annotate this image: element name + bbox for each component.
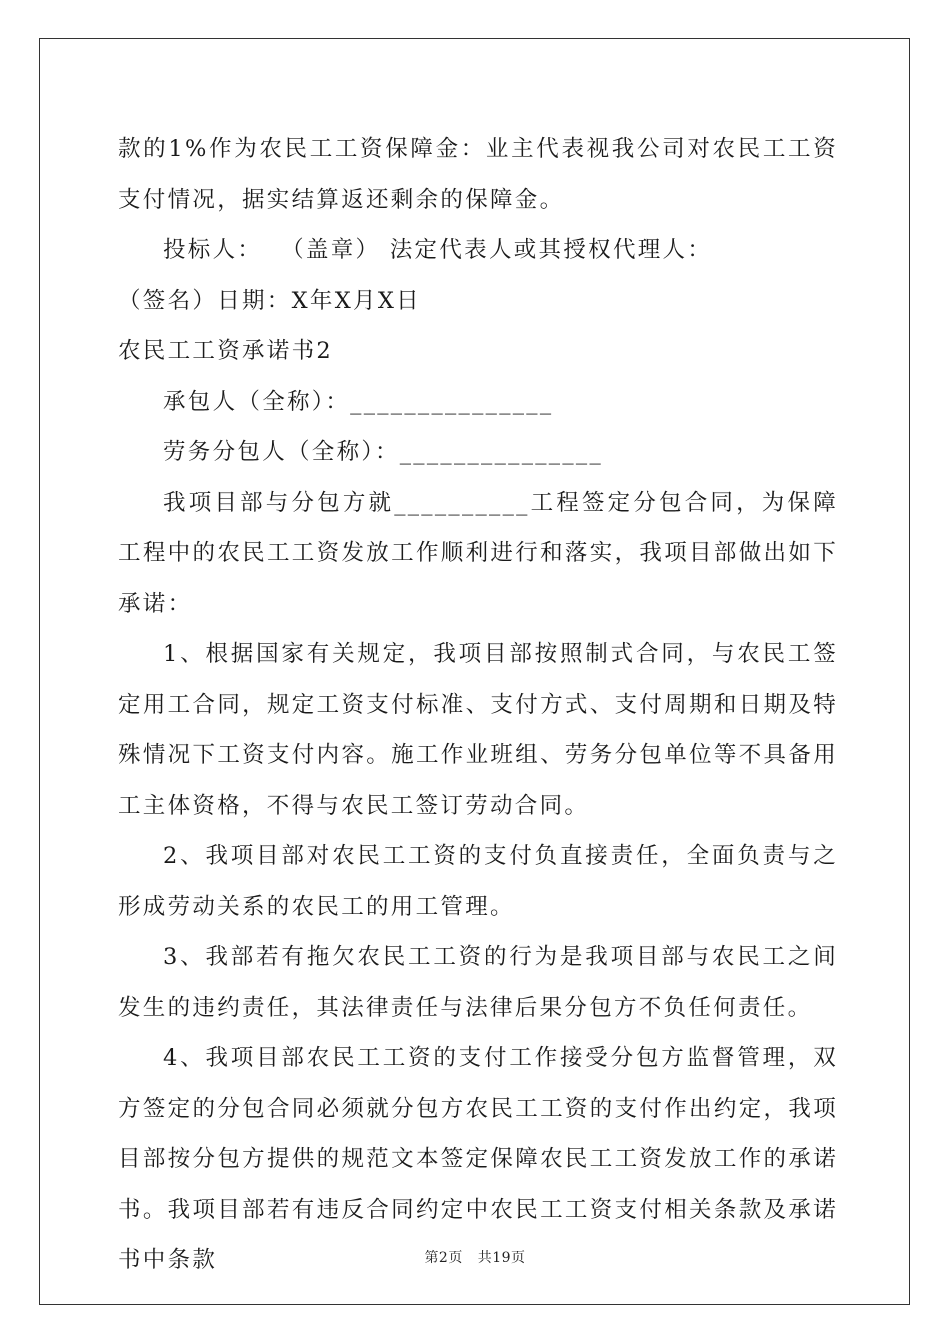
paragraph-item-3: 3、我部若有拖欠农民工工资的行为是我项目部与农民工之间发生的违约责任，其法律责任与法律后果分包方不负任何责任。: [118, 944, 838, 1021]
page-number: 第2页: [424, 1250, 463, 1266]
paragraph-labor-subcontractor: 劳务分包人（全称）：_______________: [163, 439, 604, 465]
paragraph-contractor: 承包人（全称）：_______________: [163, 388, 554, 415]
paragraph-item-1: 1、根据国家有关规定，我项目部按照制式合同，与农民工签定用工合同，规定工资支付标准、支付方式、支付周期和日期及特殊情况下工资支付内容。施工作业班组、劳务分包单位等不具备用工主体资格，不得与农民工签订劳动合同。: [118, 641, 838, 819]
paragraph-bidder-signature: 投标人： （盖章） 法定代表人或其授权代理人：: [163, 237, 713, 263]
page-total: 共19页: [477, 1250, 526, 1266]
paragraph-item-2: 2、我项目部对农民工工资的支付负直接责任，全面负责与之形成劳动关系的农民工的用工管理。: [118, 843, 838, 920]
document-body: [118, 124, 838, 1286]
paragraph-intro: 我项目部与分包方就__________工程签定分包合同，为保障工程中的农民工工资发放工作顺利进行和落实，我项目部做出如下承诺：: [118, 489, 838, 617]
paragraph-signature-date: （签名）日期：X年X月X日: [118, 287, 421, 314]
paragraph-item-4: 4、我项目部农民工工资的支付工作接受分包方监督管理，双方签定的分包合同必须就分包方农民工工资的支付作出约定，我项目部按分包方提供的规范文本签定保障农民工工资发放工作的承诺书。我项目部若有违反合同约定中农民工工资支付相关条款及承诺书中条款: [118, 1045, 838, 1273]
paragraph-continuation: 款的1%作为农民工工资保障金：业主代表视我公司对农民工工资支付情况，据实结算返还剩余的保障金。: [118, 136, 838, 213]
section-title: 农民工工资承诺书2: [118, 338, 334, 364]
page-footer: [0, 1247, 950, 1267]
